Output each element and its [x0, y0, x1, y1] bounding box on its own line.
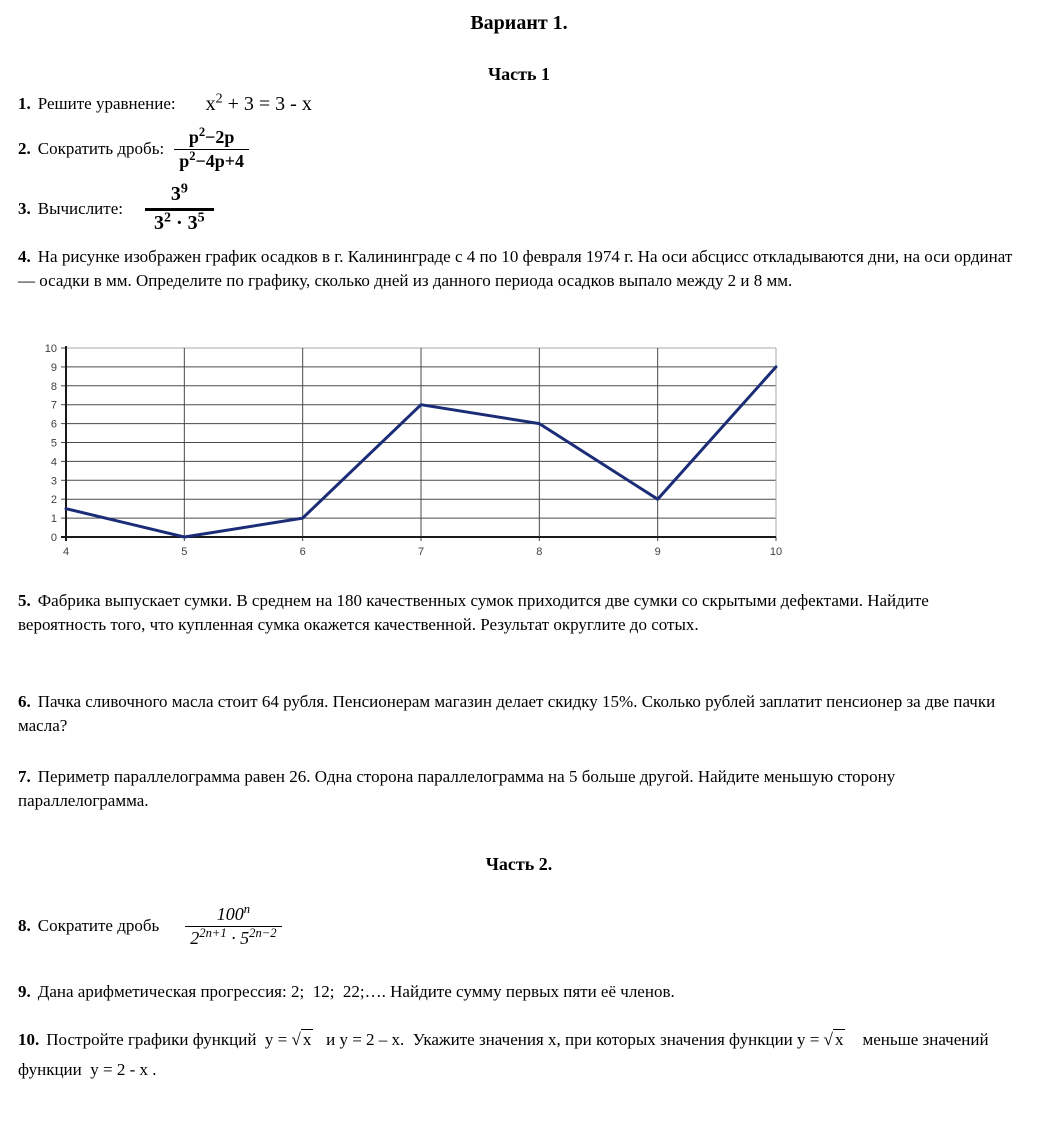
- svg-text:5: 5: [181, 546, 188, 558]
- fraction-numerator: 100$^n$: [216, 902, 251, 924]
- svg-text:1: 1: [50, 513, 57, 526]
- problem-9-text: Дана арифметическая прогрессия: 2; 12; 22;…. Найдите сумму первых пяти её членов.: [37, 982, 675, 1001]
- problem-8: [18, 897, 282, 955]
- svg-text:9: 9: [654, 546, 661, 558]
- problem-5: [18, 589, 1020, 636]
- problem-1-number: 1.: [18, 94, 31, 113]
- problem-8-label: Сократите дробь: [37, 916, 160, 935]
- problem-3: [18, 182, 214, 236]
- problem-7-number: 7.: [18, 767, 31, 786]
- problem-8-number: 8.: [18, 916, 31, 935]
- fraction-numerator: $3^9$: [170, 181, 188, 205]
- problem-4-text: На рисунке изображен график осадков в г. Калининграде с 4 по 10 февраля 1974 г. На оси абсцисс откладываются дни, на оси ординат — осадки в мм. Определите по графику, сколько дней из данного периода осадков выпало между 2 и 8 мм.: [18, 247, 1017, 290]
- problem-7: [18, 765, 1020, 812]
- problem-2-fraction: [174, 126, 249, 172]
- svg-text:8: 8: [50, 380, 57, 393]
- problem-1-label: Решите уравнение:: [37, 94, 176, 113]
- svg-text:6: 6: [299, 546, 306, 558]
- svg-text:10: 10: [769, 546, 783, 558]
- problem-1: [18, 90, 312, 118]
- problem-6-number: 6.: [18, 692, 31, 711]
- fraction-numerator: $p^2-2p$: [188, 125, 235, 147]
- svg-text:7: 7: [50, 399, 57, 412]
- problem-2: [18, 124, 249, 174]
- fraction-denominator: $p^2-4p+4$: [174, 149, 249, 173]
- problem-9-number: 9.: [18, 982, 31, 1001]
- precipitation-chart: [28, 338, 788, 562]
- problem-4-number: 4.: [18, 247, 31, 266]
- problem-4: [18, 245, 1020, 292]
- svg-text:0: 0: [50, 532, 57, 544]
- page-title: Вариант 1.: [470, 12, 568, 34]
- svg-text:4: 4: [50, 456, 57, 469]
- svg-text:7: 7: [417, 546, 425, 558]
- problem-5-text: Фабрика выпускает сумки. В среднем на 180 качественных сумок приходится две сумки со скрытыми дефектами. Найдите вероятность того, что купленная сумка окажется качественной. Результат округлите до сотых.: [18, 591, 934, 634]
- problem-2-label: Сократить дробь:: [37, 139, 165, 158]
- problem-6-text: Пачка сливочного масла стоит 64 рубля. Пенсионерам магазин делает скидку 15%. Сколько рублей заплатит пенсионер за две пачки масла?: [18, 692, 1000, 735]
- problem-3-number: 3.: [18, 199, 31, 218]
- svg-text:2: 2: [50, 494, 57, 507]
- fraction-denominator: $3^2 \cdot 3^5$: [145, 208, 214, 236]
- fraction-denominator: $2^{2n+1} \cdot 5^{2n-2}$: [185, 926, 281, 950]
- part1-heading: Часть 1: [487, 64, 551, 84]
- svg-text:5: 5: [50, 437, 57, 450]
- problem-6: [18, 690, 1020, 737]
- svg-text:10: 10: [44, 343, 57, 355]
- problem-5-number: 5.: [18, 591, 31, 610]
- problem-10-number: 10.: [18, 1030, 40, 1049]
- problem-10: [18, 1025, 1020, 1085]
- problem-1-equation: $x^2 + 3 = 3 - x$: [205, 90, 312, 115]
- svg-text:3: 3: [50, 475, 57, 488]
- problem-7-text: Периметр параллелограмма равен 26. Одна сторона параллелограмма на 5 больше другой. Найдите меньшую сторону параллелограмма.: [18, 767, 900, 810]
- svg-text:6: 6: [50, 418, 57, 431]
- part2-heading: Часть 2.: [485, 854, 553, 874]
- problem-9: [18, 980, 1020, 1004]
- problem-10-text: Постройте графики функций y = √ x и y = 2 – x. Укажите значения x, при которых значения функции y = √ x меньше значений функции y = 2 - x .: [18, 1030, 993, 1079]
- precipitation-chart-figure: [28, 338, 788, 562]
- svg-text:4: 4: [62, 546, 70, 558]
- problem-3-label: Вычислите:: [37, 199, 123, 218]
- svg-text:9: 9: [50, 361, 57, 374]
- problem-3-fraction: [145, 182, 214, 236]
- svg-text:8: 8: [536, 546, 543, 558]
- problem-2-number: 2.: [18, 139, 31, 158]
- problem-8-fraction: [185, 903, 281, 949]
